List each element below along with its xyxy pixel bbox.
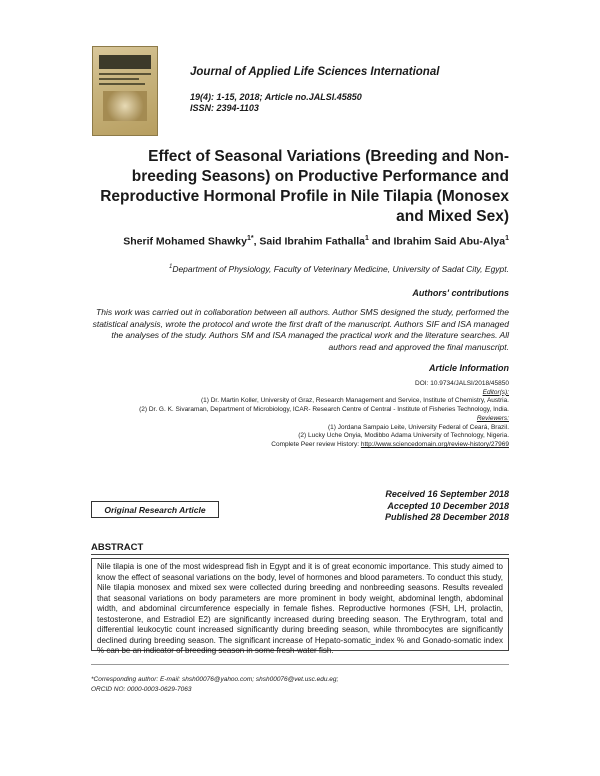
affiliation-marker: 1 [168, 264, 173, 271]
article-info-heading: Article Information [428, 363, 509, 373]
review-history [29, 441, 509, 450]
affiliation-text: Department of Physiology, Faculty of Veterinary Medicine, University of Sadat City, Egypt. [172, 264, 509, 274]
date-accepted: Accepted 10 December 2018 [387, 500, 509, 511]
paper-title: Effect of Seasonal Variations (Breeding and Non-breeding Seasons) on Productive Performance and Reproductive Hormonal Profile in Nile Tilapia (Monosex and Mixed Sex) [100, 148, 509, 225]
footnote-divider [91, 664, 509, 665]
journal-issn: ISSN: 2394-1103 [190, 103, 259, 113]
affiliation [169, 264, 509, 274]
author-affil-marker: 1 [505, 235, 509, 242]
article-dates [385, 489, 509, 524]
cover-image [103, 91, 147, 121]
cover-title-band [99, 55, 151, 69]
author-list [123, 235, 509, 248]
editor-entry: (1) Dr. Martin Koller, University of Graz, Research Management and Service, Institute of Chemistry, Austria. [200, 397, 509, 405]
abstract-rule [91, 554, 509, 555]
author-separator: and [368, 235, 394, 248]
abstract-heading: ABSTRACT [91, 542, 144, 553]
contributions-text: This work was carried out in collaboration between all authors. Author SMS designed the study, performed the statistical analysis, wrote the protocol and wrote the first draft of the manuscript. Authors SIF and ISA managed the analyses of the study. Authors SM and ISA managed the practical work and the literature searches. All authors read and approved the final manuscript. [92, 307, 509, 352]
editors-label: Editor(s): [482, 388, 509, 396]
review-history-label: Complete Peer review History: [271, 440, 361, 448]
cover-text-line [99, 83, 145, 85]
author-affil-marker: 1* [246, 235, 254, 242]
journal-volume: 19(4): 1-15, 2018; Article no.JALSI.45850 [190, 92, 362, 102]
journal-name: Journal of Applied Life Sciences International [190, 66, 440, 78]
author-name: Said Ibrahim Fathalla [259, 235, 366, 248]
author-name: Sherif Mohamed Shawky [123, 235, 247, 248]
orcid: ORCID NO: 0000-0003-0629-7063 [91, 686, 192, 693]
cover-text-line [99, 73, 151, 75]
author-separator: , [253, 235, 260, 248]
article-info-block [29, 380, 509, 450]
date-published: Published 28 December 2018 [384, 512, 509, 522]
contributions-heading: Authors' contributions [412, 288, 509, 298]
editor-entry: (2) Dr. G. K. Sivaraman, Department of Microbiology, ICAR- Research Centre of Central - Institute of Fisheries Technology, India. [139, 406, 509, 414]
author-name: Ibrahim Said Abu-Alya [393, 235, 506, 248]
date-received: Received 16 September 2018 [385, 489, 509, 499]
review-history-link[interactable]: http://www.sciencedomain.org/review-history/27969 [360, 440, 509, 448]
corresponding-email: *Corresponding author: E-mail: shsh00076@yahoo.com; shsh00076@vet.usc.edu.eg; [91, 676, 339, 683]
abstract-text: Nile tilapia is one of the most widespread fish in Egypt and it is of great economic importance. This study aimed to know the effect of seasonal variations on the body, level of hormones and blood parameters. To conduct this study, Nile tilapia monosex and mixed sex were collected during breeding and nonbreeding seasons. Results revealed that seasonal variations on body parameters are more prominent in body weight, abdominal length, abdominal width, and abdominal circumference especially in female fishes. Reproductive hormones (FSH, LH, prolactin, testosterone, and Estradiol E2) are significantly increased during breeding season. The Erythrogram, total and differential leukocytic count increased significantly during breeding season, while thrombocytes are significantly declined during breeding season. The significant increase of Hepato-somatic_index % and Gonado-somatic index % can be an indicator of breeding season in some fresh-water fish. [91, 558, 509, 651]
author-affil-marker: 1 [365, 235, 369, 242]
reviewer-entry: (1) Jordana Sampaio Leite, University Federal of Ceará, Brazil. [328, 423, 509, 431]
doi: DOI: 10.9734/JALSI/2018/45850 [415, 380, 509, 387]
cover-text-line [99, 78, 139, 80]
reviewer-entry: (2) Lucky Uche Onyia, Modibbo Adama University of Technology, Nigeria. [298, 432, 509, 440]
journal-cover-thumbnail [92, 46, 158, 136]
reviewers-label: Reviewers: [476, 414, 509, 422]
article-type-badge: Original Research Article [91, 501, 219, 518]
